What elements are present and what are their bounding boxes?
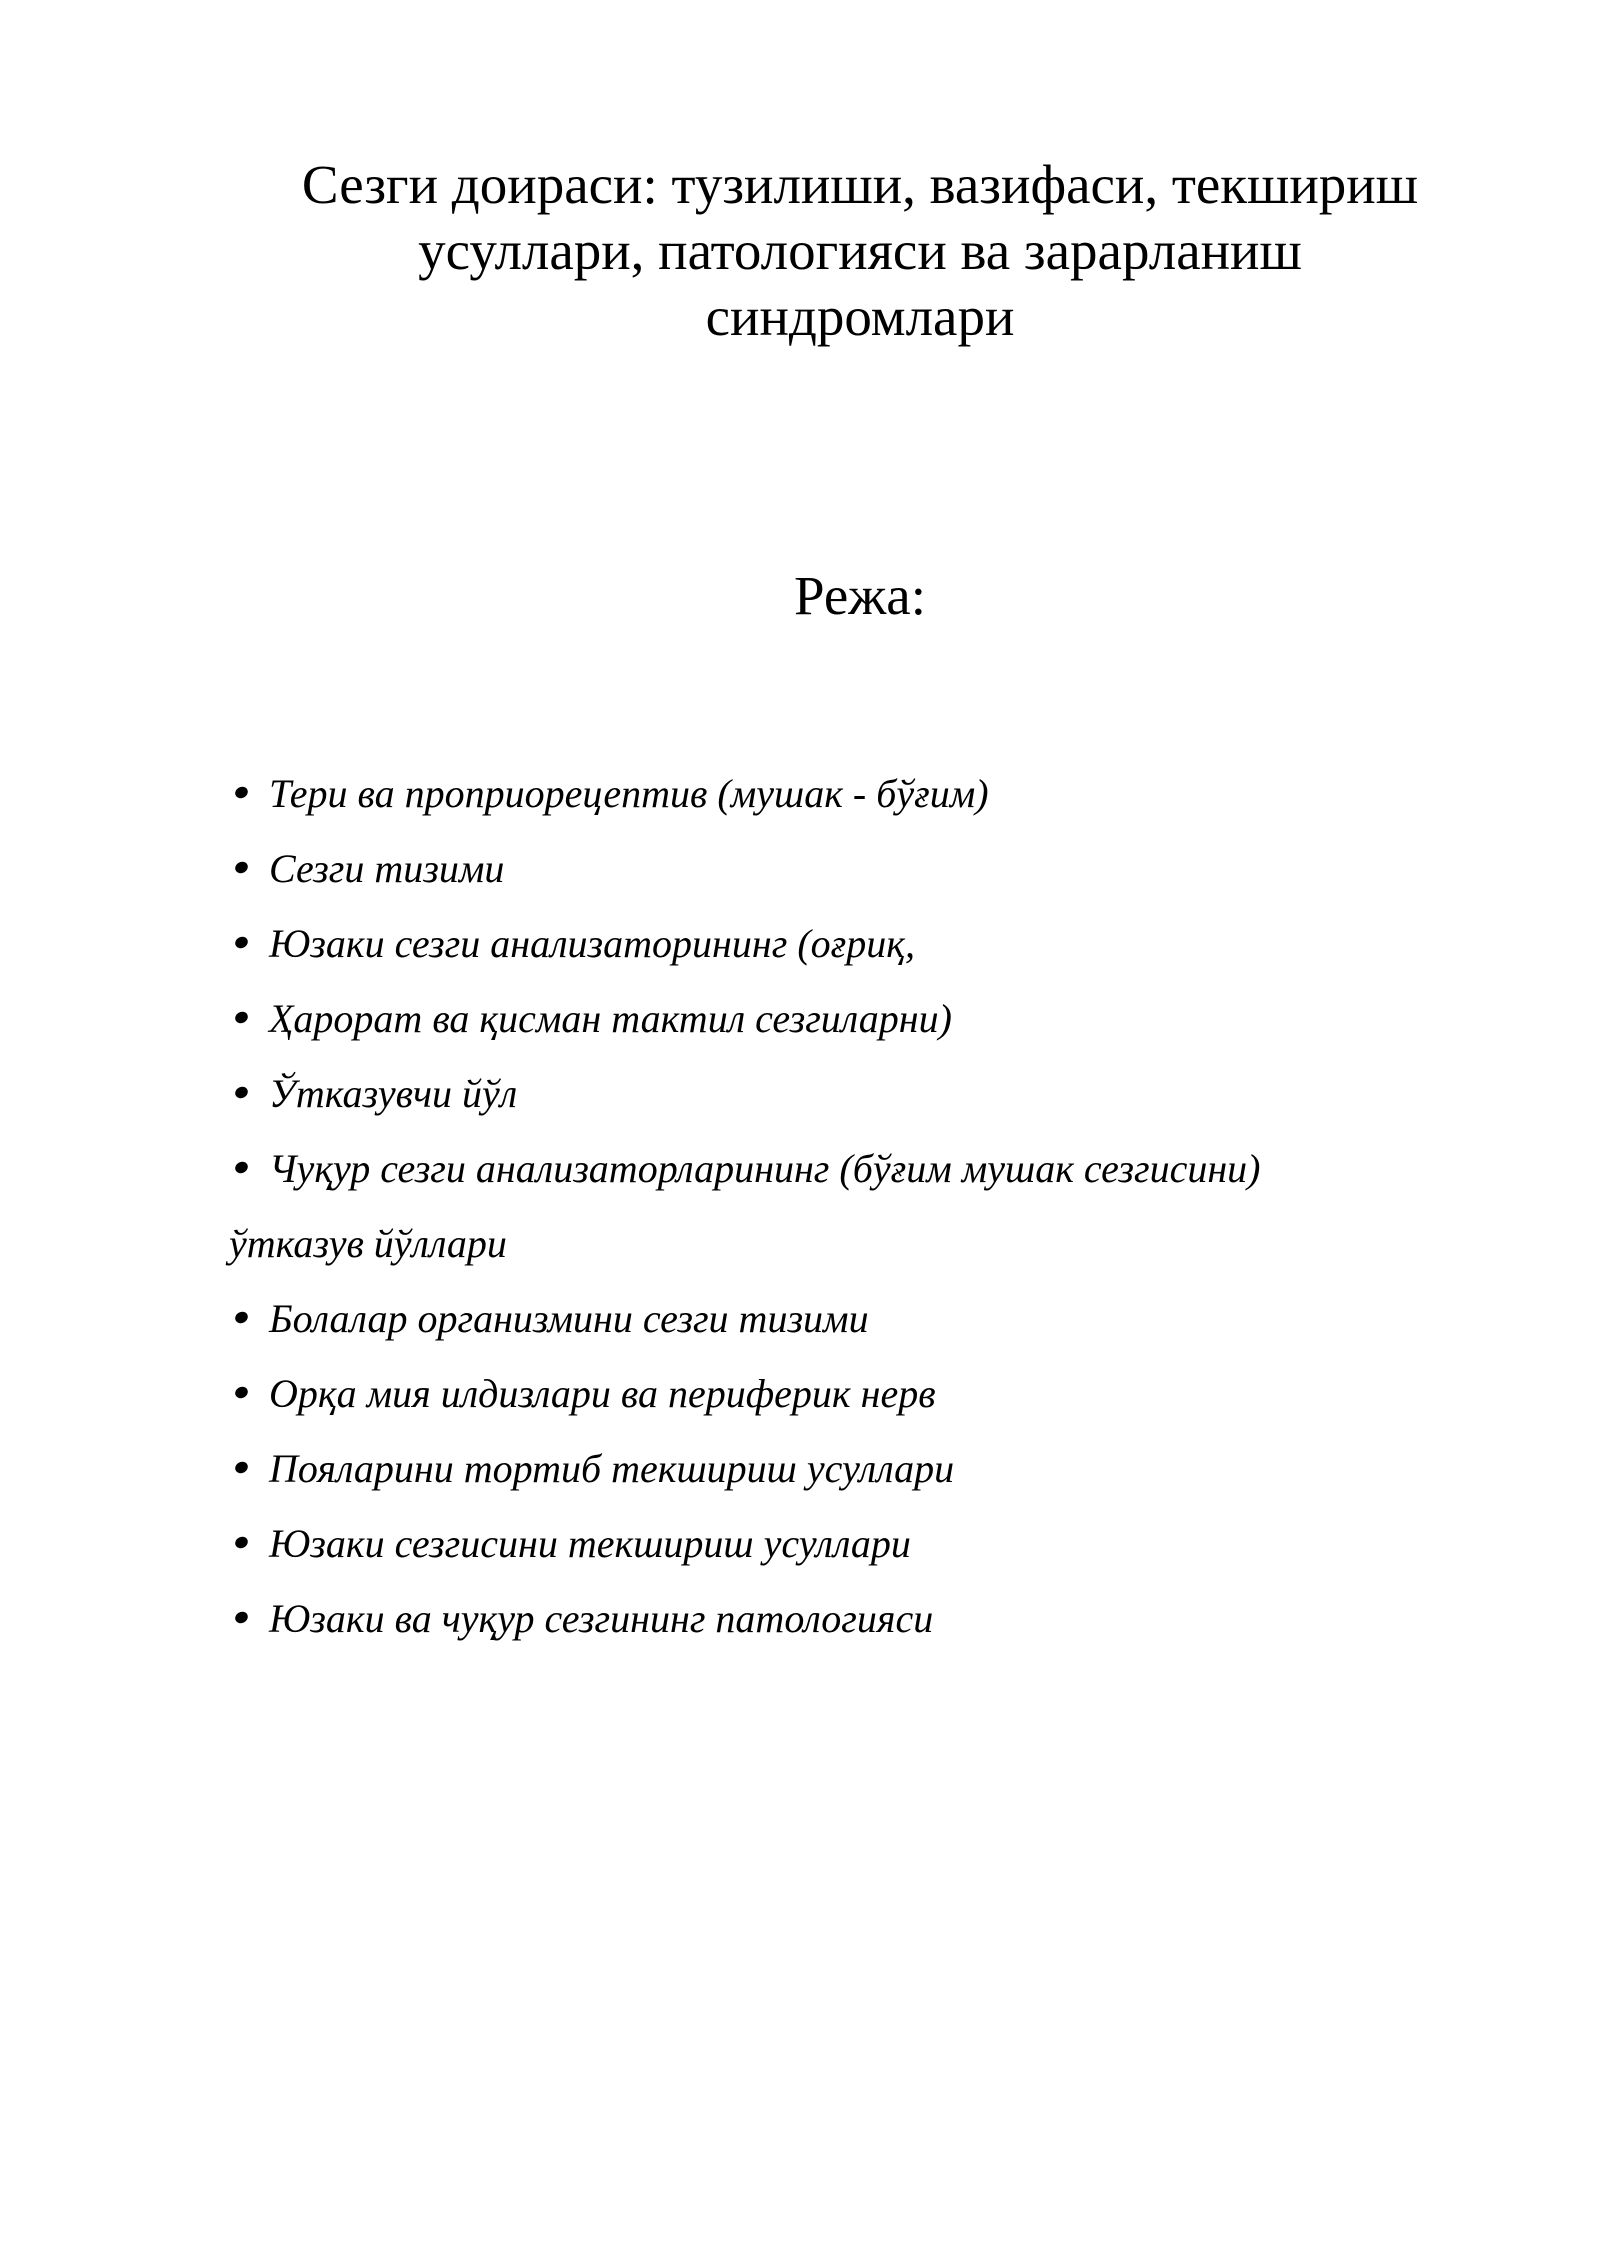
- plan-item: [229, 1356, 1479, 1431]
- plan-item: [229, 981, 1479, 1056]
- bullet-icon: [233, 1160, 250, 1176]
- plan-item: [229, 1581, 1479, 1656]
- plan-item: [229, 1431, 1479, 1506]
- plan-item: [229, 1056, 1479, 1131]
- plan-item-text: Ҳарорат ва қисман тактил сезгиларни): [269, 996, 952, 1041]
- bullet-icon: [233, 935, 250, 951]
- title-line: синдромлари: [705, 286, 1015, 347]
- plan-item: [229, 906, 1479, 981]
- bullet-icon: [233, 1385, 250, 1401]
- plan-item-text: ўтказув йўллари: [229, 1221, 507, 1266]
- document-title: [200, 152, 1520, 350]
- plan-item-text: Юзаки сезги анализаторининг (оғриқ,: [269, 921, 915, 966]
- bullet-icon: [233, 860, 250, 876]
- plan-item: [229, 756, 1479, 831]
- plan-item: [229, 1506, 1479, 1581]
- title-line: усуллари, патологияси ва зарарланиш: [418, 220, 1302, 281]
- title-line: Сезги доираси: тузилиши, вазифаси, текшириш: [301, 154, 1419, 215]
- bullet-icon: [233, 785, 250, 801]
- plan-item: [229, 1206, 1479, 1281]
- plan-item: [229, 1131, 1479, 1206]
- bullet-icon: [233, 1310, 250, 1326]
- bullet-icon: [233, 1535, 250, 1551]
- bullet-icon: [233, 1460, 250, 1476]
- plan-item: [229, 831, 1479, 906]
- plan-item-text: Сезги тизими: [269, 846, 505, 891]
- plan-item-text: Ўтказувчи йўл: [269, 1071, 518, 1116]
- plan-item-text: Пояларини тортиб текшириш усуллари: [269, 1446, 955, 1491]
- plan-item-text: Тери ва проприорецептив (мушак - бўғим): [269, 771, 989, 816]
- plan-item-text: Болалар организмини сезги тизими: [269, 1296, 869, 1341]
- plan-item-text: Чуқур сезги анализаторларининг (бўғим мушак сезгисини): [269, 1146, 1261, 1191]
- plan-list: [229, 756, 1479, 1656]
- plan-heading: Режа:: [794, 565, 926, 626]
- plan-item-text: Юзаки ва чуқур сезгининг патологияси: [269, 1596, 934, 1641]
- bullet-icon: [233, 1610, 250, 1626]
- bullet-icon: [233, 1010, 250, 1026]
- bullet-icon: [233, 1085, 250, 1101]
- plan-item-text: Юзаки сезгисини текшириш усуллари: [269, 1521, 911, 1566]
- plan-item: [229, 1281, 1479, 1356]
- plan-item-text: Орқа мия илдизлари ва периферик нерв: [269, 1371, 936, 1416]
